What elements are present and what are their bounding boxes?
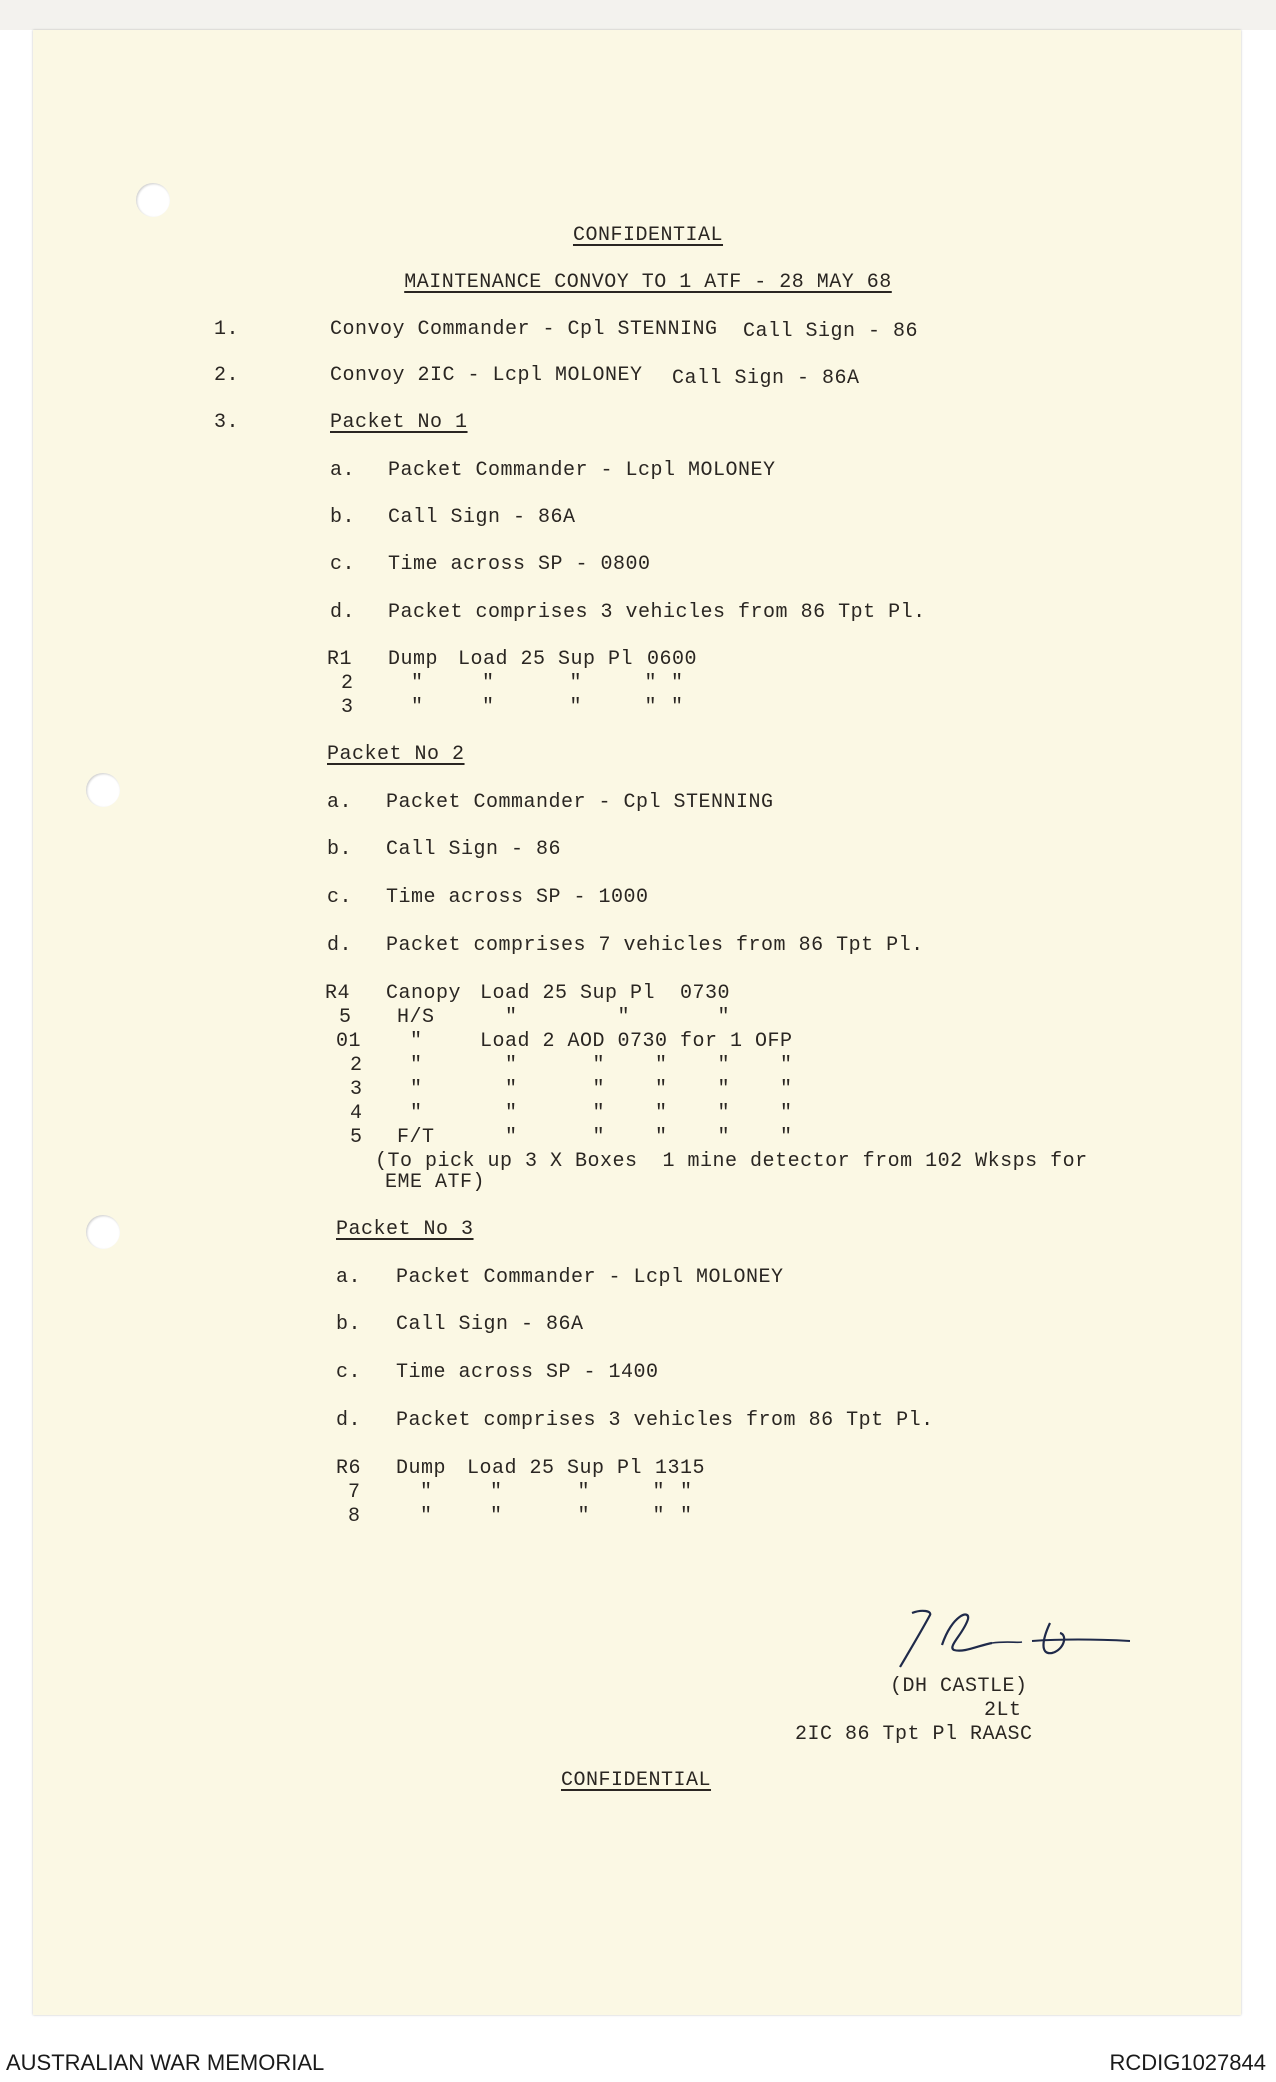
sub-item-label: c. [330,553,356,576]
vehicle-task: Canopy [386,982,462,1005]
sub-item-label: c. [336,1361,362,1384]
ditto-mark: " [411,672,424,695]
ditto-mark: " [420,1505,433,1528]
vehicle-time: 1315 [655,1457,706,1480]
document-title: MAINTENANCE CONVOY TO 1 ATF - 28 MAY 68 [404,271,892,294]
vehicle-id: 2 [341,672,354,695]
ditto-mark: " " " [490,1481,666,1504]
packet-composition: Packet comprises 7 vehicles from 86 Tpt Pl. [386,934,924,957]
sub-item-label: d. [330,601,356,624]
punch-hole [136,183,170,217]
ditto-mark: " " " " " [480,1054,793,1077]
packet-composition: Packet comprises 3 vehicles from 86 Tpt Pl. [396,1409,934,1432]
handwritten-signature [892,1605,1142,1675]
vehicle-id: 3 [350,1078,363,1101]
signatory-appointment: 2IC 86 Tpt Pl RAASC [795,1723,1033,1746]
archive-id: RCDIG1027844 [1109,2050,1266,2075]
ditto-mark: " [410,1102,423,1125]
vehicle-id: 3 [341,696,354,719]
ditto-mark: " [410,1054,423,1077]
packet-composition: Packet comprises 3 vehicles from 86 Tpt Pl. [388,601,926,624]
archive-credit: AUSTRALIAN WAR MEMORIAL [6,2050,325,2075]
vehicle-load: Load 25 Sup Pl [458,648,634,671]
pickup-note: (To pick up 3 X Boxes 1 mine detector from 102 Wksps for [375,1150,1088,1173]
sub-item-label: b. [336,1313,362,1336]
sub-item-label: a. [336,1266,362,1289]
vehicle-time: 0600 [647,648,698,671]
ditto-mark: " " " " " [480,1102,793,1125]
convoy-2ic: Convoy 2IC - Lcpl MOLONEY [330,364,643,387]
packet-call-sign: Call Sign - 86 [386,838,562,861]
vehicle-id: 01 [336,1030,362,1053]
item-number: 2. [214,364,240,387]
vehicle-id: R6 [336,1457,362,1480]
call-sign: Call Sign - 86 [743,320,919,343]
time-across-sp: Time across SP - 1000 [386,886,649,909]
sub-item-label: d. [336,1409,362,1432]
item-number: 3. [214,411,240,434]
vehicle-id: 5 [339,1006,352,1029]
ditto-mark: " [410,1030,423,1053]
vehicle-task: Dump [396,1457,447,1480]
ditto-mark: " " " " " [480,1126,793,1149]
ditto-mark: " [680,1481,693,1504]
packet-heading: Packet No 3 [336,1218,474,1241]
punch-hole [86,1215,120,1249]
signatory-rank: 2Lt [984,1699,1022,1722]
ditto-mark: " [410,1078,423,1101]
packet-heading: Packet No 2 [327,743,465,766]
call-sign: Call Sign - 86A [672,367,860,390]
ditto-mark: " [411,696,424,719]
classification-header: CONFIDENTIAL [572,224,724,247]
vehicle-load: Load 2 AOD 0730 for 1 OFP [480,1030,793,1053]
ditto-mark: " [671,696,684,719]
vehicle-id: 5 [350,1126,363,1149]
ditto-mark: " " " [490,1505,666,1528]
time-across-sp: Time across SP - 0800 [388,553,651,576]
packet-commander: Packet Commander - Cpl STENNING [386,791,774,814]
sub-item-label: b. [327,838,353,861]
vehicle-id: 7 [348,1481,361,1504]
ditto-mark: " [671,672,684,695]
vehicle-load: Load 25 Sup Pl 0730 [480,982,731,1005]
ditto-mark: " " " " " [480,1078,793,1101]
vehicle-load: Load 25 Sup Pl [467,1457,643,1480]
time-across-sp: Time across SP - 1400 [396,1361,659,1384]
ditto-mark: " [420,1481,433,1504]
sub-item-label: d. [327,934,353,957]
packet-heading: Packet No 1 [330,411,468,434]
scan-background [0,0,1276,30]
punch-hole [86,773,120,807]
pickup-note: EME ATF) [385,1171,486,1194]
packet-commander: Packet Commander - Lcpl MOLONEY [388,459,776,482]
packet-call-sign: Call Sign - 86A [396,1313,584,1336]
vehicle-task: F/T [397,1126,435,1149]
vehicle-task: Dump [388,648,439,671]
packet-commander: Packet Commander - Lcpl MOLONEY [396,1266,784,1289]
classification-footer: CONFIDENTIAL [560,1769,712,1792]
vehicle-id: 2 [350,1054,363,1077]
item-number: 1. [214,318,240,341]
convoy-commander: Convoy Commander - Cpl STENNING [330,318,718,341]
ditto-mark: " [680,1505,693,1528]
vehicle-id: R4 [325,982,351,1005]
sub-item-label: b. [330,506,356,529]
signatory-name: (DH CASTLE) [890,1675,1028,1698]
sub-item-label: a. [330,459,356,482]
vehicle-task: H/S [397,1006,435,1029]
sub-item-label: c. [327,886,353,909]
vehicle-id: 8 [348,1505,361,1528]
ditto-mark: " " " [480,1006,731,1029]
ditto-mark: " " " [482,696,658,719]
packet-call-sign: Call Sign - 86A [388,506,576,529]
vehicle-id: R1 [327,648,353,671]
vehicle-id: 4 [350,1102,363,1125]
sub-item-label: a. [327,791,353,814]
ditto-mark: " " " [482,672,658,695]
